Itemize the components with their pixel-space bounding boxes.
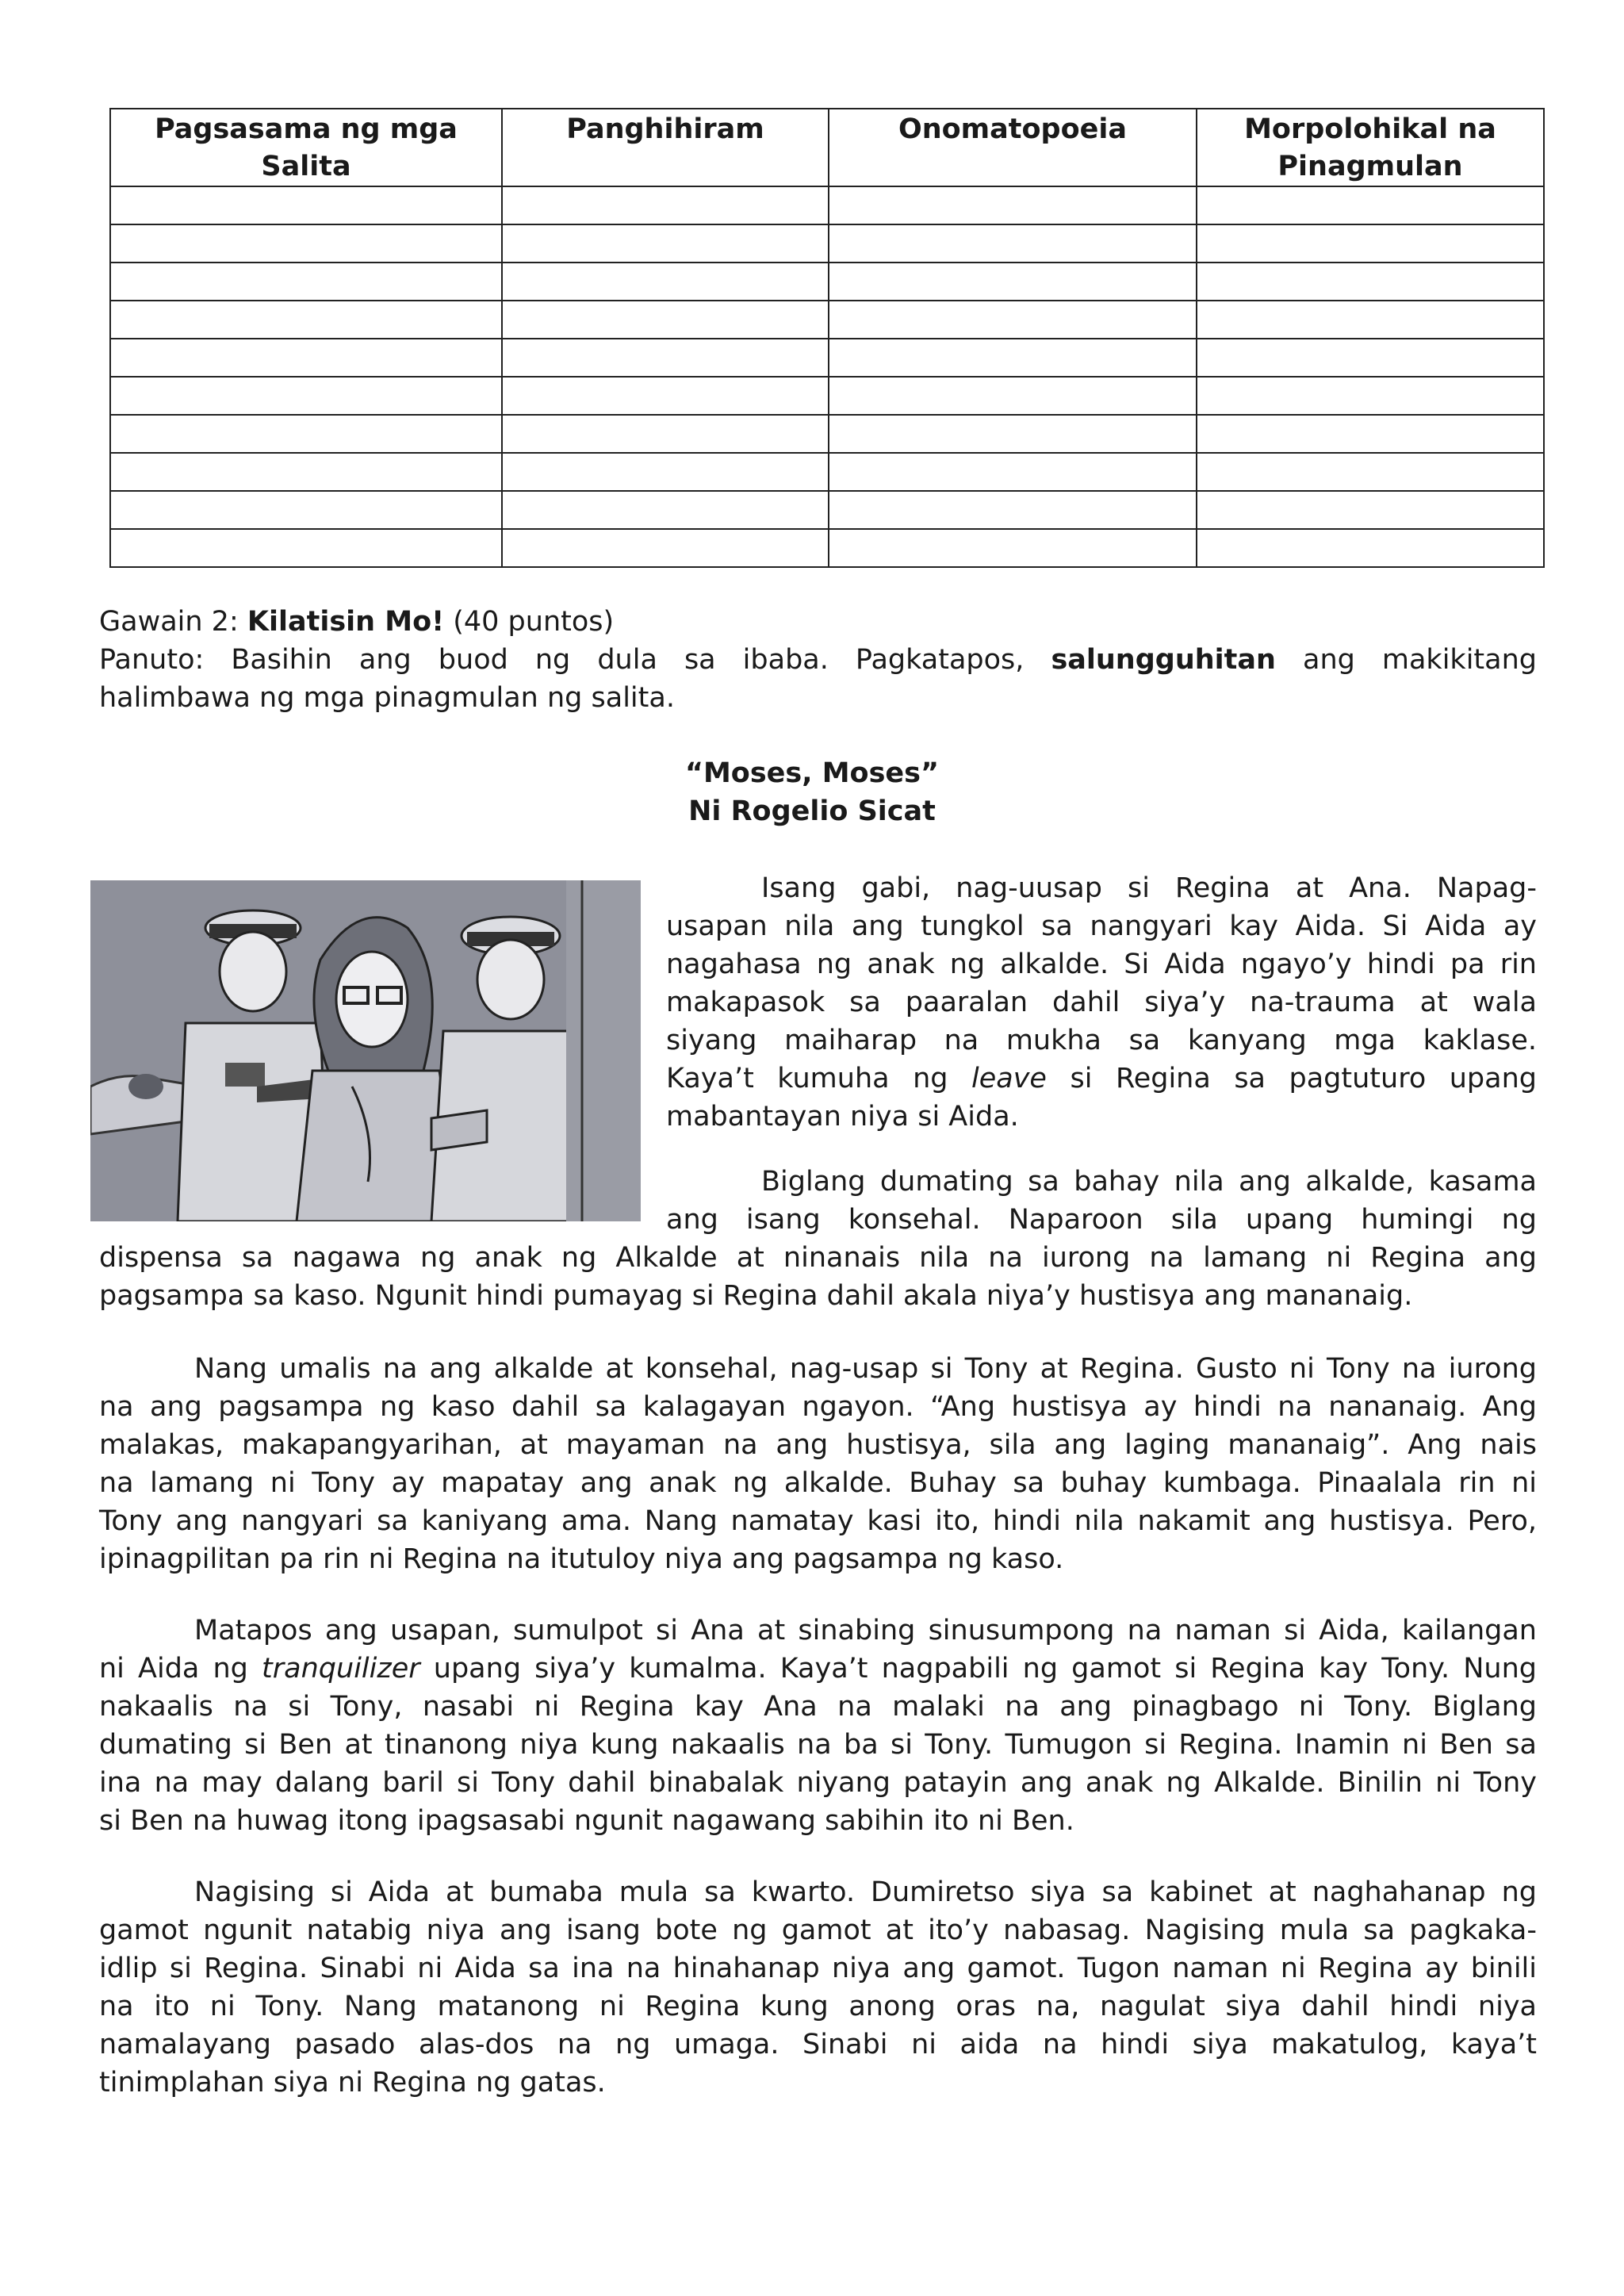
p5-line: idlip si Regina. Sinabi ni Aida sa ina na hinahanap niya ang gamot. Tugon naman ni Regina ay binili [99,1953,1537,1984]
table-cell [829,224,1197,263]
p4-text-1: ni Aida ng [99,1653,262,1685]
paragraph-3 [99,1350,1537,1578]
p4-line [99,1650,1537,1688]
p3-line: malakas, makapangyarihan, at mayaman na ang hustisya, sila ang laging mananaig”. Ang nais [99,1429,1537,1461]
table-cell [1197,301,1544,339]
header-pagsasama: Pagsasama ng mga Salita [110,109,502,186]
illustration-drawing [90,880,641,1221]
table-cell [110,224,502,263]
table-cell [1197,529,1544,567]
gawain-prefix: Gawain 2: [99,606,247,638]
table-cell [502,529,829,567]
table-cell [502,263,829,301]
p3-line: na lamang ni Tony ay mapatay ang anak ng alkalde. Buhay sa buhay kumbaga. Pinaalala rin ni [99,1467,1537,1499]
table-cell [1197,186,1544,224]
table-cell [110,529,502,567]
table-cell [110,377,502,415]
table-cell [1197,263,1544,301]
table-row [110,339,1544,377]
table-row [110,529,1544,567]
table-cell [829,186,1197,224]
table-cell [502,186,829,224]
p4-text-3: upang siya’y kumalma. Kaya’t nagpabili ng gamot si Regina kay Tony. Nung [419,1653,1538,1685]
panuto-line-2: halimbawa ng mga pinagmulan ng salita. [99,682,675,714]
gawain-heading [99,603,614,641]
p1-line [666,869,1537,907]
p2-text-0: Biglang dumating sa bahay nila ang alkalde, kasama [761,1166,1537,1198]
story-author: Ni Rogelio Sicat [688,795,936,827]
table-cell [1197,377,1544,415]
gawain-title: Kilatisin Mo! [247,606,445,638]
p4-line [99,1612,1537,1650]
table-row [110,377,1544,415]
table-cell [829,301,1197,339]
gawain-points: (40 puntos) [444,606,615,638]
p1-text-7: si Regina sa pagtuturo upang [1046,1063,1537,1094]
panuto-line-1 [99,641,1537,679]
p4-italic-tranquilizer: tranquilizer [262,1653,420,1685]
table-cell [829,415,1197,453]
table-cell [1197,491,1544,529]
header-onomatopoeia: Onomatopoeia [829,109,1197,186]
word-origin-table [109,108,1545,568]
table-cell [502,491,829,529]
table-body [110,186,1544,567]
p2-line [666,1163,1537,1201]
table-row [110,263,1544,301]
table-cell [829,377,1197,415]
p1-line: usapan nila ang tungkol sa nangyari kay Aida. Si Aida ay [666,910,1537,942]
p4-line: nakaalis na si Tony, nasabi ni Regina kay Ana na malaki na ang pinagbago ni Tony. Biglang [99,1691,1537,1723]
p1-text-5: Kaya’t kumuha ng [666,1063,972,1094]
table-cell [502,339,829,377]
panuto-instructions [99,641,1537,717]
panuto-text-b: ang makikitang [1275,644,1537,676]
story-illustration [90,880,641,1221]
table-cell [1197,224,1544,263]
p2-line: ang isang konsehal. Naparoon sila upang humingi ng [666,1204,1537,1236]
paragraph-2-bottom [99,1239,1537,1315]
table-cell [829,529,1197,567]
table-row [110,224,1544,263]
p1-line: makapasok sa paaralan dahil siya’y na-trauma at wala [666,987,1537,1018]
p3-line: na ang pagsampa ng kaso dahil sa kalagayan ngayon. “Ang hustisya ay hindi na nananaig. Ang [99,1391,1537,1423]
p4-text-0: Matapos ang usapan, sumulpot si Ana at sinabing sinusumpong na naman si Aida, kailangan [194,1615,1537,1646]
table-cell [502,415,829,453]
table-cell [110,453,502,491]
p1-italic-leave: leave [971,1063,1047,1094]
p5-line: namalayang pasado alas-dos na ng umaga. Sinabi ni aida na hindi siya makatulog, kaya’t [99,2029,1537,2060]
table-cell [110,339,502,377]
table-row [110,415,1544,453]
header-morpolohikal: Morpolohikal na Pinagmulan [1197,109,1544,186]
p5-line [99,1873,1537,1911]
p1-line: siyang maiharap na mukha sa kanyang mga kaklase. [666,1025,1537,1056]
table-row [110,301,1544,339]
table-cell [110,301,502,339]
p1-line: mabantayan niya si Aida. [666,1101,1019,1133]
p1-text-0: Isang gabi, nag-uusap si Regina at Ana. Napag- [761,872,1537,904]
p5-line: gamot ngunit natabig niya ang isang bote ng gamot at ito’y nabasag. Nagising mula sa pagkaka- [99,1915,1537,1946]
table-header-row [110,109,1544,186]
paragraph-1 [666,869,1537,1136]
paragraph-4 [99,1612,1537,1840]
p5-text-0: Nagising si Aida at bumaba mula sa kwarto. Dumiretso siya sa kabinet at naghahanap ng [194,1876,1537,1908]
table-cell [829,339,1197,377]
table-cell [829,453,1197,491]
table-cell [502,224,829,263]
table-cell [110,491,502,529]
p3-line: ipinagpilitan pa rin ni Regina na itutuloy niya ang pagsampa ng kaso. [99,1543,1064,1575]
p4-line: ina na may dalang baril si Tony dahil binabalak niyang patayin ang anak ng Alkalde. Binilin ni Tony [99,1767,1537,1799]
table-cell [502,453,829,491]
p5-line: tinimplahan siya ni Regina ng gatas. [99,2067,606,2099]
panuto-text-a: Panuto: Basihin ang buod ng dula sa ibaba. Pagkatapos, [99,644,1051,676]
p3-text-0: Nang umalis na ang alkalde at konsehal, nag-usap si Tony at Regina. Gusto ni Tony na iurong [194,1353,1537,1385]
table-row [110,491,1544,529]
p1-line [666,1060,1537,1098]
table-cell [110,186,502,224]
panuto-bold-word: salungguhitan [1051,644,1276,676]
p4-line: si Ben na huwag itong ipagsasabi ngunit nagawang sabihin ito ni Ben. [99,1805,1074,1837]
p2-line: pagsampa sa kaso. Ngunit hindi pumayag si Regina dahil akala niya’y hustisya ang mananaig. [99,1280,1413,1312]
table-cell [1197,453,1544,491]
table-row [110,186,1544,224]
table-cell [829,263,1197,301]
table-cell [1197,415,1544,453]
story-title: “Moses, Moses” [684,757,940,789]
table-cell [502,301,829,339]
paragraph-5 [99,1873,1537,2102]
table-cell [829,491,1197,529]
header-panghihiram: Panghihiram [502,109,829,186]
table-cell [502,377,829,415]
paragraph-2-top [666,1163,1537,1239]
p3-line [99,1350,1537,1388]
table-cell [110,415,502,453]
table-cell [110,263,502,301]
table-cell [1197,339,1544,377]
p2-line: dispensa sa nagawa ng anak ng Alkalde at ninanais nila na iurong na lamang ni Regina ang [99,1242,1537,1274]
p4-line: dumating si Ben at tinanong niya kung nakaalis na ba si Tony. Tumugon si Regina. Inamin ni Ben sa [99,1729,1537,1761]
table-row [110,453,1544,491]
p3-line: Tony ang nangyari sa kaniyang ama. Nang namatay kasi ito, hindi nila nakamit ang hustisya. Pero, [99,1505,1537,1537]
p5-line: na ito ni Tony. Nang matanong ni Regina kung anong oras na, nagulat siya dahil hindi niya [99,1991,1537,2022]
p1-line: nagahasa ng anak ng alkalde. Si Aida ngayo’y hindi pa rin [666,949,1537,980]
